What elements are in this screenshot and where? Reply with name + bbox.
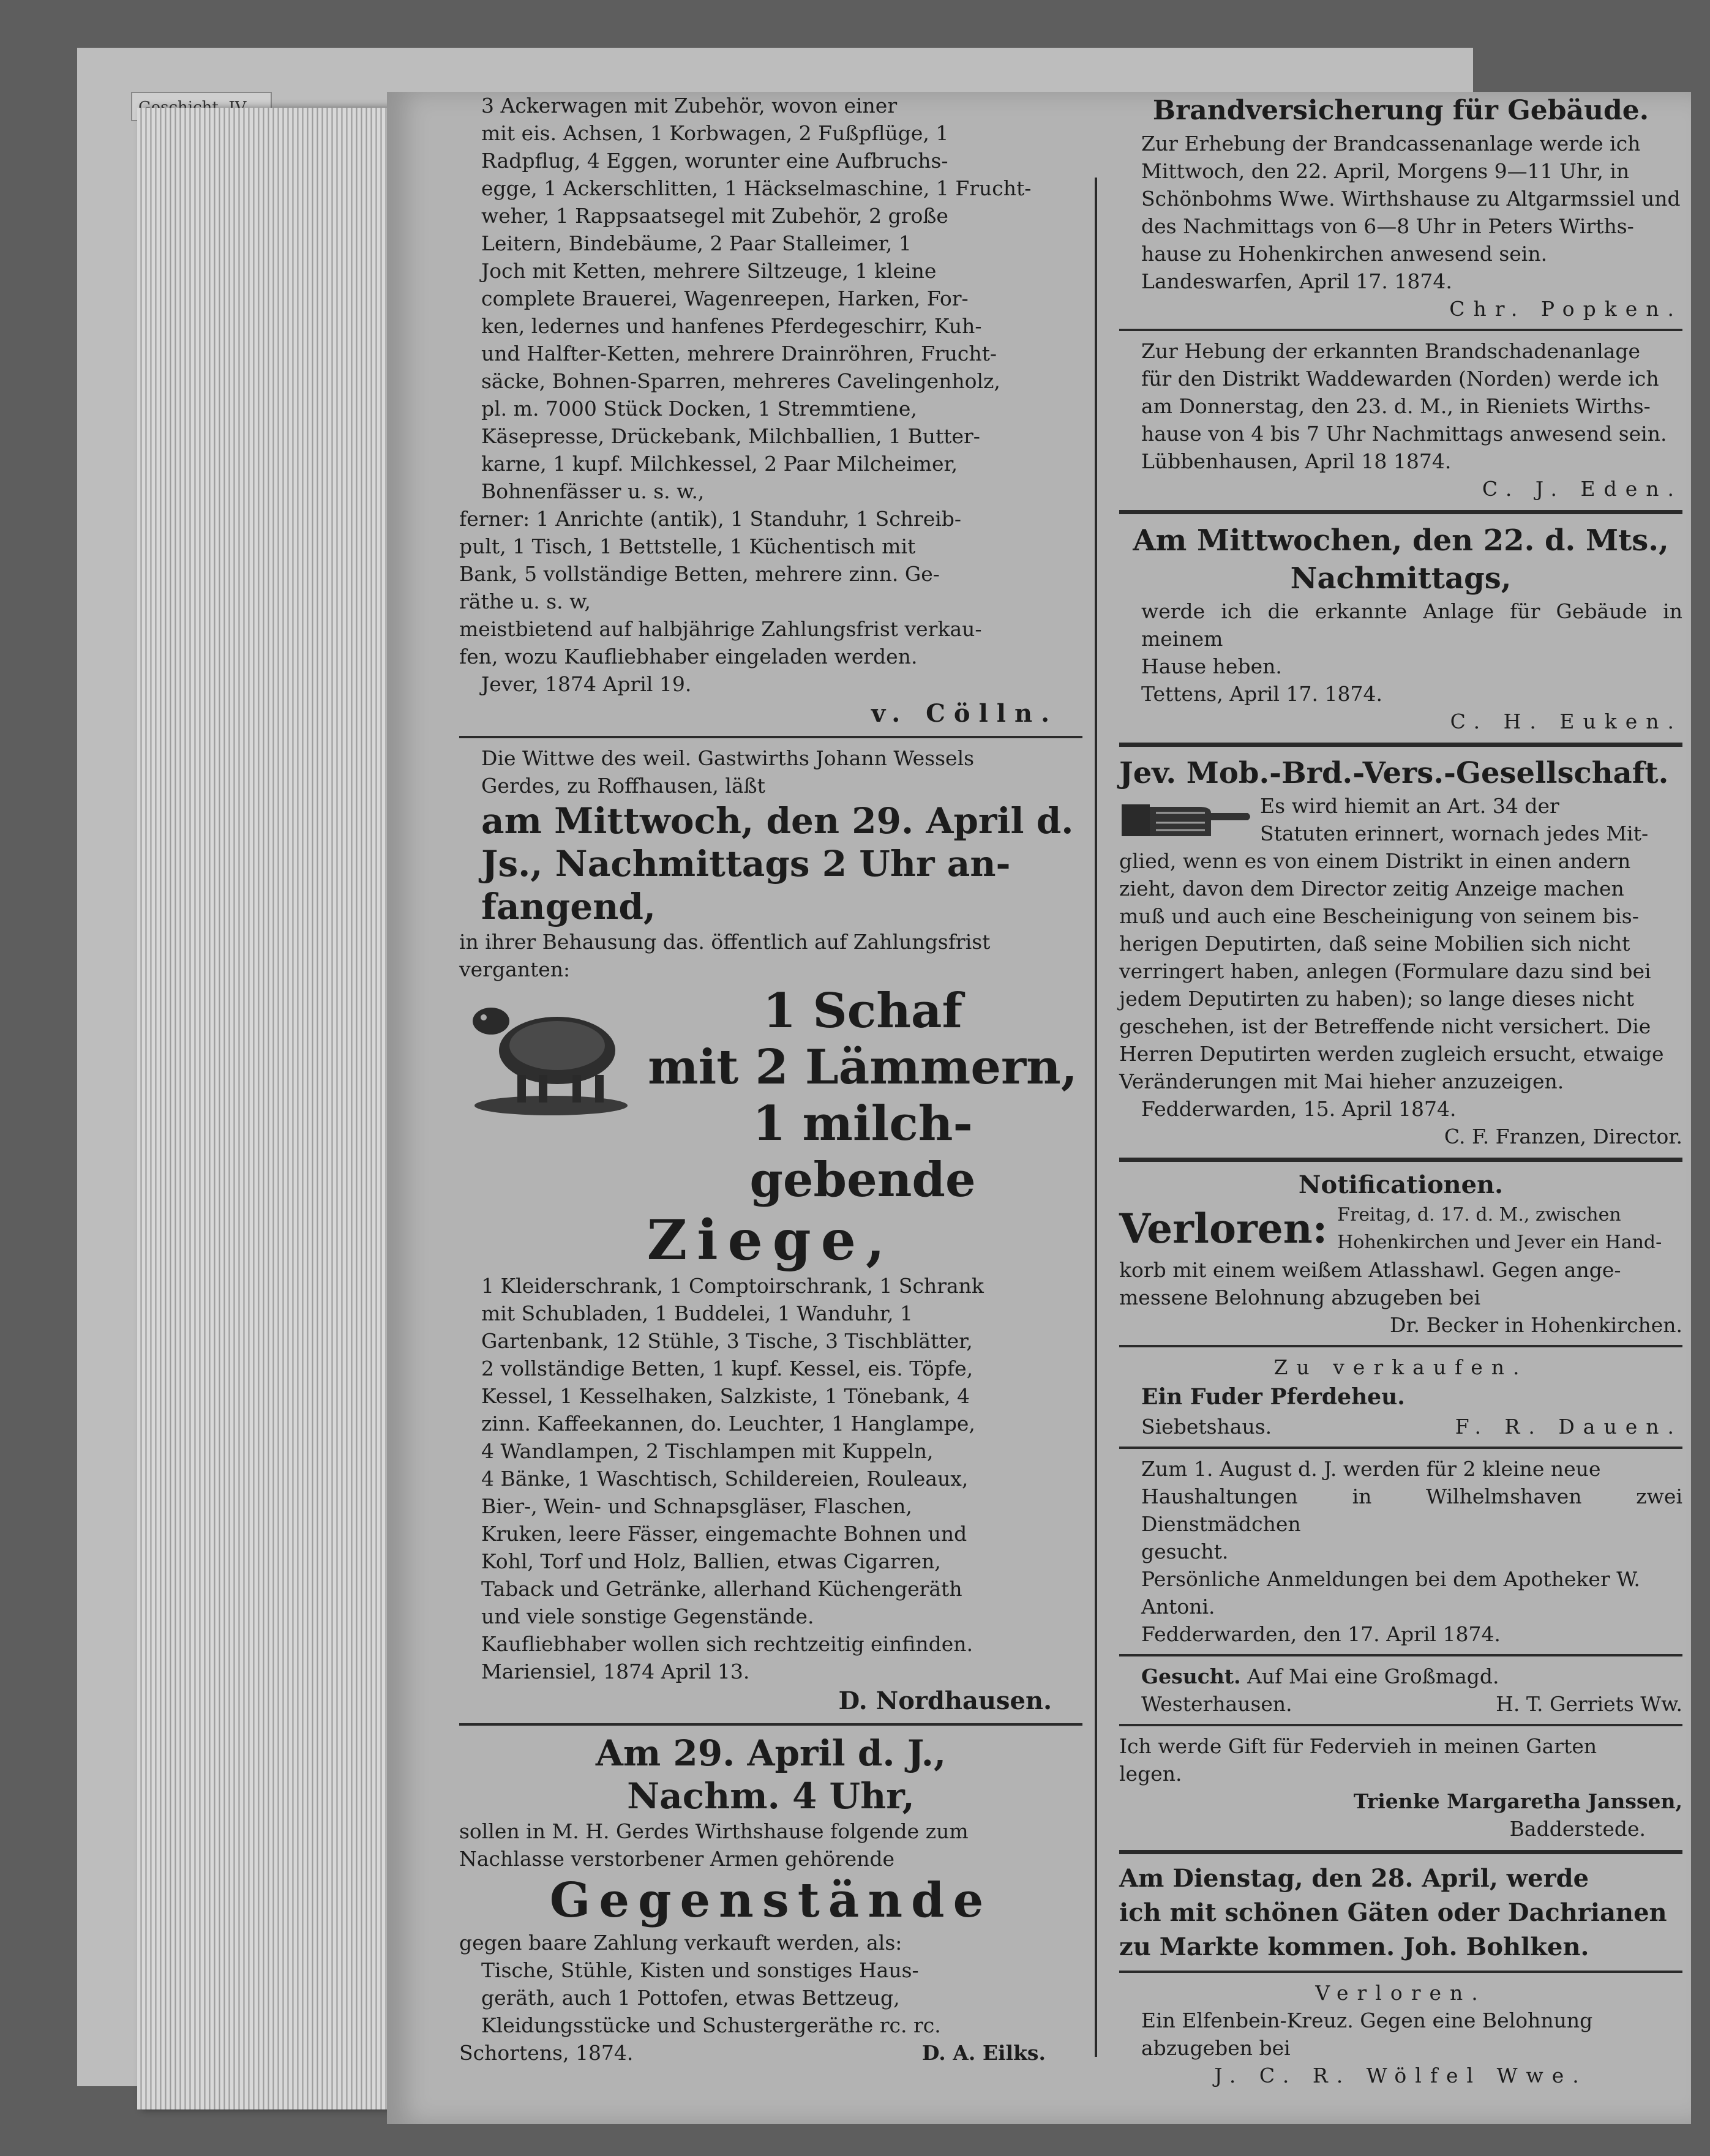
text-line: muß und auch eine Bescheinigung von seinem bis- [1119,904,1639,928]
text-line: Joch mit Ketten, mehrere Siltzeuge, 1 kleine [481,259,937,283]
text-line: am Donnerstag, den 23. d. M., in Rieniets Wirths- [1141,394,1651,418]
text-line: Die Wittwe des weil. Gastwirths Johann Wessels [481,746,975,770]
section-heading: Zu verkaufen. [1273,1355,1528,1379]
signature: H. T. Gerriets Ww. [1496,1692,1682,1716]
place-date: Siebetshaus. [1141,1415,1272,1439]
ad-headline: Jev. Mob.-Brd.-Vers.-Gesellschaft. [1119,756,1669,790]
ad-text [459,928,1082,983]
gesucht-text: Auf Mai eine Großmagd. [1247,1664,1499,1688]
text-line: Nachmittags, [1290,561,1512,596]
text-line: Herren Deputirten werden zugleich ersucht, etwaige [1119,1042,1664,1066]
text-line: für den Distrikt Waddewarden (Norden) werde ich [1141,367,1659,391]
signature: J. C. R. Wölfel Wwe. [1214,2064,1588,2087]
divider [459,1723,1082,1726]
text-line: Zur Hebung der erkannten Brandschadenanlage [1141,339,1641,363]
text-line: Persönliche Anmeldungen bei dem Apotheker W. [1141,1567,1640,1591]
text-line: Freitag, d. 17. d. M., zwischen [1337,1204,1621,1226]
text-line: pult, 1 Tisch, 1 Bettstelle, 1 Küchentisch mit [459,534,916,558]
text-line: und viele sonstige Gegenstände. [481,1604,814,1628]
page-edges [137,108,398,2109]
place-date: Landeswarfen, April 17. 1874. [1141,269,1452,293]
text-line: mit Schubladen, 1 Buddelei, 1 Wanduhr, 1 [481,1301,913,1325]
place-date: Fedderwarden, 15. April 1874. [1141,1097,1457,1121]
brandversicherung-ad [1119,92,1682,503]
divider [1119,510,1682,514]
text-line: Am Dienstag, den 28. April, werde [1119,1864,1589,1893]
signature: v. Cölln. [871,699,1058,728]
ad-headline [1119,522,1682,597]
text-line: jedem Deputirten zu haben); so lange dieses nicht [1119,987,1634,1011]
text-line: weher, 1 Rappsaatsegel mit Zubehör, 2 große [481,204,948,228]
place-date: Schortens, 1874. [459,2041,634,2065]
signature: C. J. Eden. [1482,477,1682,501]
text-line: Käsepresse, Drückebank, Milchballien, 1 Butter- [481,424,980,448]
animal-list [643,983,1082,1208]
text-line: Nachlasse verstorbener Armen gehörende [459,1847,895,1871]
text-line: Zum 1. August d. J. werden für 2 kleine neue [1141,1457,1601,1481]
ad-text [459,92,1082,505]
text-line: Statuten erinnert, wornach jedes Mit- [1260,822,1649,845]
text-line: am Mittwoch, den 29. April d. [481,800,1074,842]
text-line: egge, 1 Ackerschlitten, 1 Häckselmaschine, 1 Frucht- [481,176,1032,200]
text-line: ken, ledernes und hanfenes Pferdegeschirr, Kuh- [481,314,982,338]
text-line: Bier-, Wein- und Schnapsgläser, Flaschen, [481,1494,912,1518]
mobiliar-versicherung-ad [1119,754,1682,1150]
text-line: mit 2 Lämmern, 1 milch- [648,1039,1078,1151]
verloren-block [1119,1201,1682,1256]
divider [1119,1447,1682,1449]
footer-row [1119,1413,1682,1440]
text-line: hause von 4 bis 7 Uhr Nachmittags anwesend sein. [1141,422,1667,446]
ad-text [1119,597,1682,680]
divider [1119,1158,1682,1162]
footer-row [459,2039,1082,2067]
ad-big-word: Gegenstände [549,1873,992,1928]
ad-text [459,615,1082,670]
verloren-headline: Verloren: [1119,1205,1328,1252]
text-line: verganten: [459,957,571,981]
signature: Dr. Becker in Hohenkirchen. [1390,1313,1682,1337]
place-date: Fedderwarden, den 17. April 1874. [1141,1622,1501,1646]
auction-ad-eilks [459,1732,1082,2067]
ad-text [1119,847,1682,1095]
left-column [459,92,1082,2067]
text-line: und Halfter-Ketten, mehrere Drainröhren, Frucht- [481,342,997,365]
text-line: Bank, 5 vollständige Betten, mehrere zinn. Ge- [459,562,940,586]
divider [1119,1850,1682,1854]
right-column [1119,92,1682,2089]
auction-ad-gerdes [459,744,1082,1717]
text-line: Js., Nachmittags 2 Uhr an- [481,843,1011,885]
text-line: Nachm. 4 Uhr, [627,1775,915,1817]
ad-text [1119,130,1682,268]
place-date: Jever, 1874 April 19. [481,672,692,696]
signature: F. R. Dauen. [1455,1415,1682,1439]
text-line: Ein Elfenbein-Kreuz. Gegen eine Belohnung [1141,2008,1593,2032]
signature: D. A. Eilks. [921,2041,1046,2065]
notifications-section [1119,1169,1682,2089]
animal-headline [643,983,1082,1208]
sheep-block [459,983,1082,1208]
text-line: 3 Ackerwagen mit Zubehör, wovon einer [481,94,898,118]
sheep-illustration [459,983,631,1118]
text-line: Kruken, leere Fässer, eingemachte Bohnen und [481,1522,967,1546]
place-date: Tettens, April 17. 1874. [1141,682,1382,706]
pointing-hand-block [1119,792,1682,847]
text-line: Am Mittwochen, den 22. d. Mts., [1133,523,1669,558]
place-date: Lübbenhausen, April 18 1874. [1141,449,1452,473]
place-date: Westerhausen. [1141,1692,1292,1716]
text-line: Schönbohms Wwe. Wirthshause zu Altgarmssiel und [1141,187,1681,211]
text-line: Tische, Stühle, Kisten und sonstiges Haus- [481,1958,919,1982]
text-line: Haushaltungen in Wilhelmshaven zwei Dienstmädchen [1141,1484,1682,1536]
text-line: Gerdes, zu Roffhausen, läßt [481,774,765,798]
text-line: glied, wenn es von einem Distrikt in einen andern [1119,849,1631,873]
text-line: ich mit schönen Gäten oder Dachrianen [1119,1898,1667,1927]
divider [1119,743,1682,747]
text-line: Veränderungen mit Mai hieher anzuzeigen. [1119,1069,1564,1093]
ad-text: Kaufliebhaber wollen sich rechtzeitig einfinden. [481,1632,973,1656]
text-line: 4 Wandlampen, 2 Tischlampen mit Kuppeln, [481,1439,934,1463]
ad-text: gegen baare Zahlung verkauft werden, als: [459,1931,902,1955]
ad-headline [459,1732,1082,1817]
divider [459,736,1082,738]
ad-text [459,1817,1082,1873]
text-line: karne, 1 kupf. Milchkessel, 2 Paar Milcheimer, [481,452,958,476]
divider [1119,329,1682,331]
column-divider [1095,178,1097,2057]
text-line: sollen in M. H. Gerdes Wirthshause folgende zum [459,1819,969,1843]
text-line: meistbietend auf halbjährige Zahlungsfrist verkau- [459,617,982,641]
text-line: zinn. Kaffeekannen, do. Leuchter, 1 Hanglampe, [481,1412,975,1435]
text-line: herigen Deputirten, daß seine Mobilien sich nicht [1119,932,1630,956]
text-line: säcke, Bohnen-Sparren, mehreres Cavelingenholz, [481,369,1000,393]
ad-text [459,1272,1082,1630]
ad-text [1119,337,1682,447]
ziege-headline: Ziege, [647,1208,895,1273]
text-line: des Nachmittags von 6—8 Uhr in Peters Wirths- [1141,214,1634,238]
text-line: zu Markte kommen. Joh. Bohlken. [1119,1933,1589,1961]
text-line: geräth, auch 1 Pottofen, etwas Bettzeug, [481,1986,900,2010]
text-line: 2 vollständige Betten, 1 kupf. Kessel, eis. Töpfe, [481,1357,973,1380]
footer-row [1119,1690,1682,1718]
ad-text [459,505,1082,615]
text-line: Hohenkirchen und Jever ein Hand- [1337,1232,1662,1253]
ad-text [1119,1256,1682,1311]
text-line: complete Brauerei, Wagenreepen, Harken, For- [481,286,969,310]
text-line: Mittwoch, den 22. April, Morgens 9—11 Uhr, in [1141,159,1630,183]
ad-headline: Brandversicherung für Gebäude. [1152,95,1649,126]
text-line: messene Belohnung abzugeben bei [1119,1286,1481,1309]
text-line: Gartenbank, 12 Stühle, 3 Tische, 3 Tischblätter, [481,1329,973,1353]
ad-text [1337,1201,1682,1256]
gesucht-line [1119,1663,1682,1690]
text-line: gesucht. [1141,1540,1229,1563]
text-line: Kleidungsstücke und Schustergeräthe rc. rc. [481,2013,941,2037]
text-line: Am 29. April d. J., [595,1732,947,1774]
ad-text [1119,2007,1682,2062]
text-line: verringert haben, anlegen (Formulare dazu sind bei [1119,959,1651,983]
text-line: fen, wozu Kaufliebhaber eingeladen werden. [459,645,918,668]
text-line: geschehen, ist der Betreffende nicht versichert. Die [1119,1014,1651,1038]
place-date: Mariensiel, 1874 April 13. [481,1660,750,1683]
text-line: Antoni. [1141,1595,1215,1619]
signature: C. H. Euken. [1450,709,1682,733]
text-line: Ich werde Gift für Federvieh in meinen Garten [1119,1734,1597,1758]
text-line: Leitern, Bindebäume, 2 Paar Stalleimer, 1 [481,231,912,255]
text-line: Taback und Getränke, allerhand Küchengeräth [481,1577,962,1601]
ad-text [459,744,1082,799]
text-line: 4 Bänke, 1 Waschtisch, Schildereien, Rouleaux, [481,1467,969,1491]
text-line: pl. m. 7000 Stück Docken, 1 Stremmtiene, [481,397,917,421]
text-line: Hause heben. [1141,654,1282,678]
text-line: Bohnenfässer u. s. w., [481,479,705,503]
text-line: zieht, davon dem Director zeitig Anzeige machen [1119,877,1624,900]
ad-text [1260,792,1682,847]
text-line: Radpflug, 4 Eggen, worunter eine Aufbruchs- [481,149,948,173]
section-heading: Notificationen. [1298,1170,1504,1199]
text-line: räthe u. s. w, [459,590,591,613]
text-line: Es wird hiemit an Art. 34 der [1260,794,1559,818]
text-line: abzugeben bei [1141,2036,1291,2060]
ad-text [1119,1732,1682,1787]
ad-text [1119,1455,1682,1620]
signature: Trienke Margaretha Janssen, [1353,1789,1682,1813]
divider [1119,1654,1682,1656]
pointing-hand-icon [1119,792,1254,847]
ad-text [459,1956,1082,2039]
text-line: ferner: 1 Anrichte (antik), 1 Standuhr, 1 Schreib- [459,507,962,531]
ad-headline [1119,1862,1682,1964]
text-line: hause zu Hohenkirchen anwesend sein. [1141,242,1548,266]
text-line: fangend, [481,886,656,927]
place-date: Badderstede. [1509,1817,1646,1841]
gesucht-label: Gesucht. [1141,1664,1241,1688]
anlage-ad [1119,522,1682,735]
signature: C. F. Franzen, Director. [1444,1125,1682,1148]
text-line: legen. [1119,1762,1182,1786]
divider [1119,1345,1682,1347]
ad-text: Ein Fuder Pferdeheu. [1141,1384,1405,1410]
text-line: 1 Kleiderschrank, 1 Comptoirschrank, 1 Schrank [481,1274,984,1298]
divider [1119,1724,1682,1726]
text-line: gebende [749,1152,976,1208]
signature: Chr. Popken. [1449,297,1682,321]
signature: D. Nordhausen. [838,1686,1052,1715]
text-line: mit eis. Achsen, 1 Korbwagen, 2 Fußpflüge, 1 [481,121,949,145]
section-heading: Verloren. [1315,1981,1487,2005]
text-line: korb mit einem weißem Atlasshawl. Gegen ange- [1119,1258,1621,1282]
text-line: Zur Erhebung der Brandcassenanlage werde ich [1141,132,1641,155]
text-line: werde ich die erkannte Anlage für Gebäude in meinem [1141,599,1682,651]
ad-headline [459,799,1082,928]
text-line: Kohl, Torf und Holz, Ballien, etwas Cigarren, [481,1549,941,1573]
auction-ad-coelln [459,92,1082,730]
text-line: 1 Schaf [762,983,963,1039]
text-line: in ihrer Behausung das. öffentlich auf Zahlungsfrist [459,930,991,954]
divider [1119,1971,1682,1973]
text-line: Kessel, 1 Kesselhaken, Salzkiste, 1 Tönebank, 4 [481,1384,970,1408]
